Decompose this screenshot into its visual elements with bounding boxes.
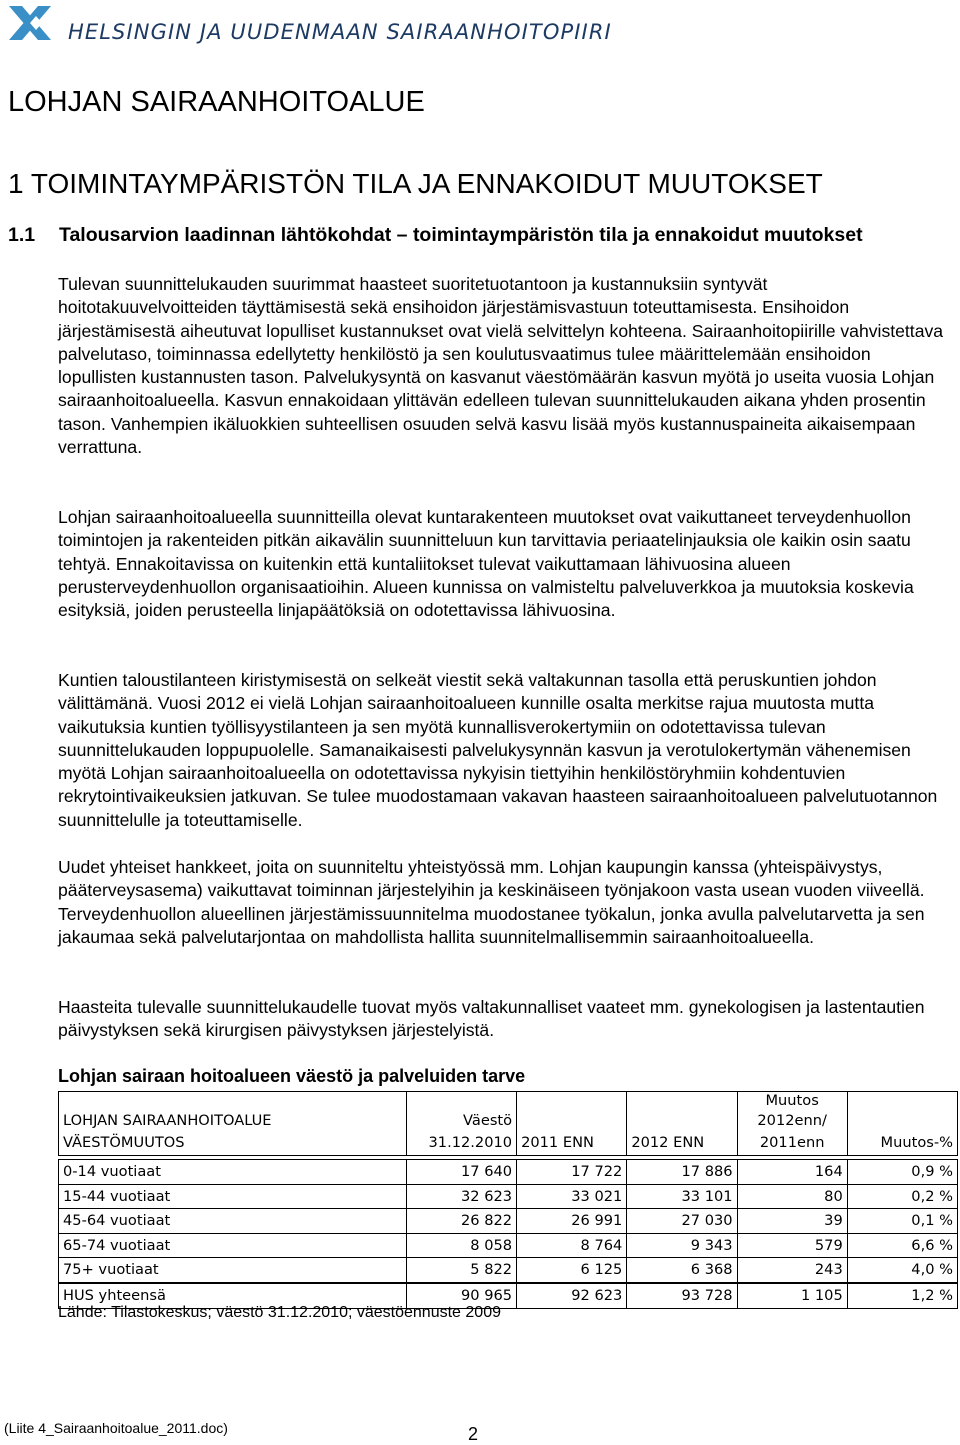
paragraph: Kuntien taloustilanteen kiristymisestä on selkeät viestit sekä valtakunnan tasolla että peruskuntien johdon välittämänä. Vuosi 2012 ei vielä Lohjan sairaanhoitoalueen kunnille osalta merkitse rajua muutosta mutta vaikutuksia kuntien työllisyystilanteen ja sen myötä kunnallisverokertymiin on odotettavissa tulevan suunnittelukauden loppupuolelle. Samanaikaisesti palvelukysynnän kasvun ja verotulokertymän vähenemisen myötä Lohjan sairaanhoitoalueella on odotettavissa nykyisin tiettyihin henkilöstöryhmiin kohdentuvien rekrytointivaikeuksien jatkuvan. Se tulee muodostamaan vakavan haasteen sairaanhoitoalueen palvelutuotannon suunnittelulle ja toteuttamiselle. (58, 670, 938, 830)
organization-name: HELSINGIN JA UUDENMAAN SAIRAANHOITOPIIRI (68, 20, 612, 44)
header-2012: 2012 ENN (627, 1092, 737, 1156)
footer-filename: (Liite 4_Sairaanhoitoalue_2011.doc) (4, 1420, 228, 1436)
hus-cross-logo-icon (6, 2, 54, 46)
section-title: 1 TOIMINTAYMPÄRISTÖN TILA JA ENNAKOIDUT MUUTOKSET (8, 168, 823, 199)
header-population: Väestö 31.12.2010 (406, 1092, 517, 1156)
page-header (0, 0, 960, 56)
paragraph: Haasteita tulevalle suunnittelukaudelle tuovat myös valtakunnalliset vaateet mm. gynekologisen ja lastentautien päivystyksen sekä kirurgisen päivystyksen järjestelyistä. (58, 997, 925, 1041)
subsection-text: Talousarvion laadinnan lähtökohdat – toimintaympäristön tila ja ennakoidut muutokset (59, 224, 863, 246)
subsection-title (8, 224, 863, 247)
table-row: 65-74 vuotiaat 8 058 8 764 9 343 579 6,6 % (59, 1233, 958, 1258)
header-change-pct: Muutos-% (847, 1092, 957, 1156)
table-row: 45-64 vuotiaat 26 822 26 991 27 030 39 0,1 % (59, 1209, 958, 1234)
population-table (58, 1091, 958, 1309)
page-number: 2 (468, 1424, 479, 1444)
area-title: LOHJAN SAIRAANHOITOALUE (8, 86, 425, 118)
paragraph: Lohjan sairaanhoitoalueella suunnitteilla olevat kuntarakenteen muutokset ovat vaikuttaneet terveydenhuollon toimintojen ja rakenteiden pitkän aikavälin suunnitteluun kun tarvittavia periaatelinjauksia ole kaikin osin saatu tehtyä. Ennakoitavissa on kuitenkin että kuntaliitokset tulevat vaikuttamaan lähivuosina alueen perusterveydenhuollon organisaatioihin. Alueen kunnissa on valmisteltu palveluverkkoa ja muutoksia koskevia esityksiä, joiden perusteella linjapäätöksiä on odotettavissa lähivuosina. (58, 507, 914, 621)
paragraph: Uudet yhteiset hankkeet, joita on suunniteltu yhteistyössä mm. Lohjan kaupungin kanssa (yhteispäivystys, pääterveysasema) vaikuttavat toiminnan järjestelyihin ja keskinäiseen työnjakoon vasta usean vuoden viiveellä. Terveydenhuollon alueellinen järjestämissuunnitelma muodostanee työkalun, jonka avulla palvelutarvetta ja sen jakaumaa sekä palvelutarjontaa on mahdollista hallita suunnitelmallisemmin sairaanhoitoalueella. (58, 857, 925, 947)
table-row: 15-44 vuotiaat 32 623 33 021 33 101 80 0,2 % (59, 1184, 958, 1209)
table-caption: Lohjan sairaan hoitoalueen väestö ja palveluiden tarve (58, 1066, 526, 1086)
table-source: Lähde: Tilastokeskus; väestö 31.12.2010; väestöennuste 2009 (58, 1304, 501, 1321)
header-change: Muutos 2012enn/ 2011enn (737, 1092, 847, 1156)
table-row: 75+ vuotiaat 5 822 6 125 6 368 243 4,0 % (59, 1258, 958, 1283)
subsection-number: 1.1 (8, 224, 36, 246)
header-area: LOHJAN SAIRAANHOITOALUE VÄESTÖMUUTOS (59, 1092, 407, 1156)
table-total-row: HUS yhteensä 90 965 92 623 93 728 1 105 1,2 % (59, 1283, 958, 1309)
table-header-row (59, 1092, 958, 1156)
header-2011: 2011 ENN (517, 1092, 627, 1156)
table-row: 0-14 vuotiaat 17 640 17 722 17 886 164 0,9 % (59, 1160, 958, 1185)
paragraph: Tulevan suunnittelukauden suurimmat haasteet suoritetuotantoon ja kustannuksiin syntyvät hoitotakuuvelvoitteiden täyttämisestä sekä ensihoidon järjestämisvastuun toteuttamisesta. Ensihoidon järjestämisestä aiheutuvat lopulliset kustannukset ovat vielä selvittelyn kohteena. Sairaanhoitopiirille vahvistettava palvelutaso, toiminnassa edellytetty henkilöstö ja sen koulutusvaatimus tulee määrittelemään ensihoidon lopullisten kustannusten tason. Palvelukysyntä on kasvanut väestömäärän kasvun myötä jo useita vuosia Lohjan sairaanhoitoalueella. Kasvun ennakoidaan ylittävän edelleen tulevan suunnittelukauden aikana yhden prosentin tason. Vanhempien ikäluokkien suhteellisen osuuden selvä kasvu lisää myös kustannuspaineita aikaisempaan verrattuna. (58, 274, 944, 458)
